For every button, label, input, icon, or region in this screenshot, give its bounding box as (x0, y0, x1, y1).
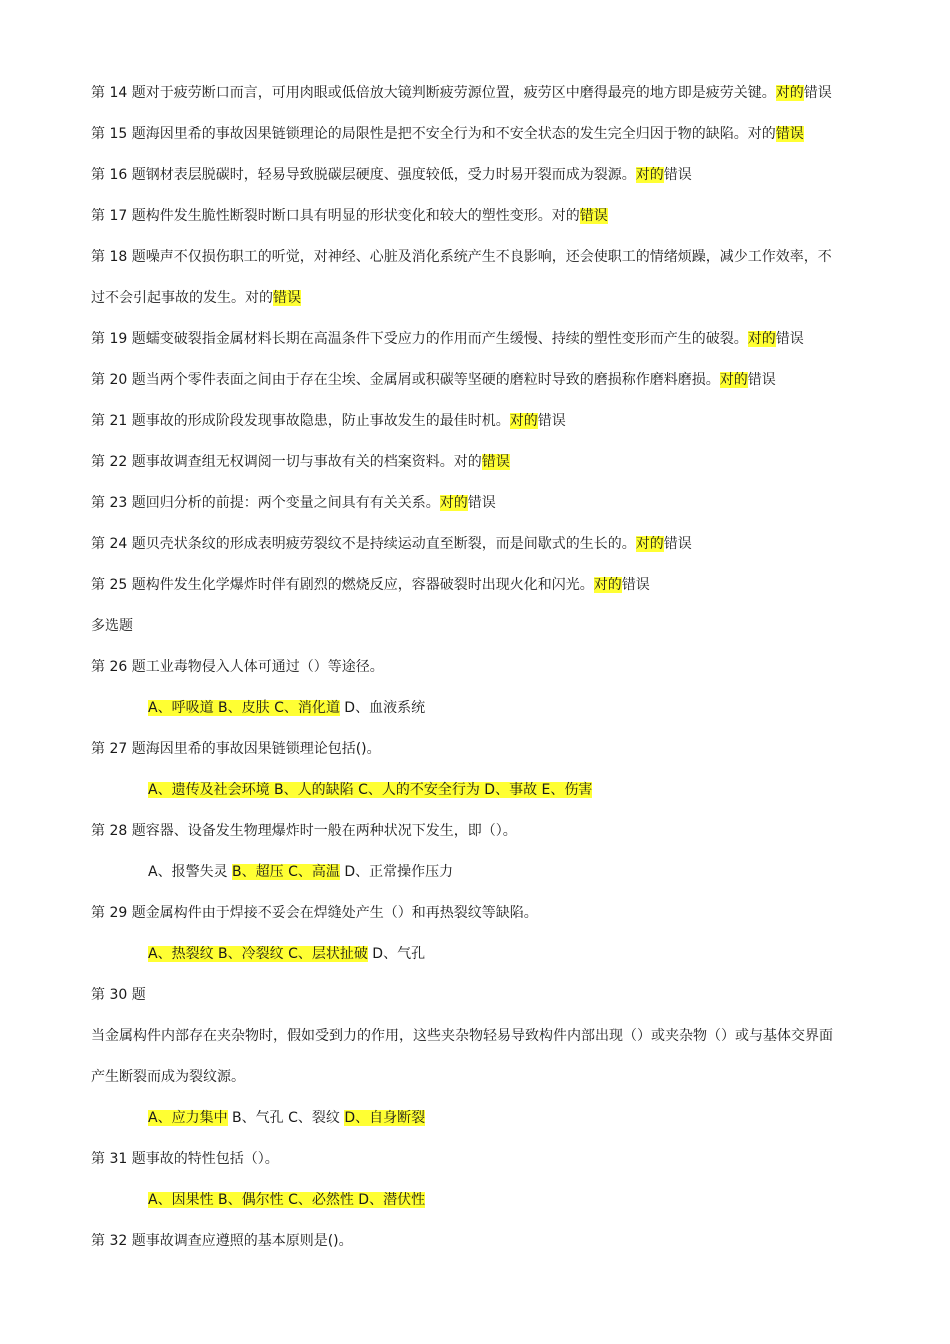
text-line: 第 28 题容器、设备发生物理爆炸时一般在两种状况下发生，即（）。 (91, 823, 517, 839)
question-line (91, 206, 860, 226)
answer-true-label: 对的 (775, 85, 804, 101)
text-line: 多选题 (91, 618, 133, 634)
text-line: 当金属构件内部存在夹杂物时，假如受到力的作用，这些夹杂物轻易导致构件内部出现（）或夹杂物（）或与基体交界面 (91, 1028, 833, 1044)
question-line (91, 370, 860, 390)
question-line (91, 165, 860, 185)
question-text: 第 22 题事故调查组无权调阅一切与事故有关的档案资料。 (91, 454, 454, 470)
question-text: 第 16 题钢材表层脱碳时，轻易导致脱碳层硬度、强度较低，受力时易开裂而成为裂源。 (91, 167, 636, 183)
answer-true-label: 对的 (719, 372, 748, 388)
question-text: 第 24 题贝壳状条纹的形成表明疲劳裂纹不是持续运动直至断裂，而是间歇式的生长的。 (91, 536, 636, 552)
selected-options: A、呼吸道 B、皮肤 C、消化道 (148, 700, 340, 716)
answer-false-label: 错误 (775, 126, 804, 142)
answer-true-label: 对的 (453, 454, 482, 470)
question-text: 第 17 题构件发生脆性断裂时断口具有明显的形状变化和较大的塑性变形。 (91, 208, 552, 224)
option-line (148, 780, 860, 800)
question-line (91, 329, 860, 349)
answer-false-label: 错误 (747, 372, 776, 388)
answer-false-label: 错误 (467, 495, 496, 511)
answer-false-label: 错误 (273, 290, 301, 306)
question-text: 过不会引起事故的发生。 (91, 290, 245, 306)
option-line (148, 698, 860, 718)
text-line: 第 18 题噪声不仅损伤职工的听觉，对神经、心脏及消化系统产生不良影响，还会使职工的情绪烦躁，减少工作效率，不 (91, 249, 832, 265)
answer-true-label: 对的 (551, 208, 580, 224)
answer-true-label: 对的 (245, 290, 273, 306)
text-line: 第 30 题 (91, 987, 146, 1003)
text-line: 第 32 题事故调查应遵照的基本原则是()。 (91, 1233, 353, 1249)
text-line: 第 29 题金属构件由于焊接不妥会在焊缝处产生（）和再热裂纹等缺陷。 (91, 905, 538, 921)
answer-true-label: 对的 (635, 536, 664, 552)
answer-true-label: 对的 (635, 167, 664, 183)
question-line (91, 288, 860, 308)
question-text: 第 25 题构件发生化学爆炸时伴有剧烈的燃烧反应，容器破裂时出现火化和闪光。 (91, 577, 594, 593)
option-line (148, 862, 860, 882)
question-line (91, 534, 860, 554)
answer-false-label: 错误 (579, 208, 608, 224)
option-line (148, 1190, 860, 1210)
answer-false-label: 错误 (481, 454, 510, 470)
selected-options: A、应力集中 (148, 1110, 228, 1126)
answer-false-label: 错误 (663, 536, 692, 552)
answer-false-label: 错误 (621, 577, 650, 593)
selected-options: A、遗传及社会环境 B、人的缺陷 C、人的不安全行为 D、事故 E、伤害 (148, 782, 593, 798)
question-text: 第 20 题当两个零件表面之间由于存在尘埃、金属屑或积碳等坚硬的磨粒时导致的磨损称作磨料磨损。 (91, 372, 720, 388)
option-line (148, 1108, 860, 1128)
text-line: 第 27 题海因里希的事故因果链锁理论包括()。 (91, 741, 381, 757)
text-line: 第 31 题事故的特性包括（）。 (91, 1151, 279, 1167)
question-line (91, 493, 860, 513)
question-line (91, 83, 860, 103)
unselected-options: A、报警失灵 (148, 864, 233, 880)
question-text: 第 15 题海因里希的事故因果链锁理论的局限性是把不安全行为和不安全状态的发生完全归因于物的缺陷。 (91, 126, 748, 142)
selected-options: A、因果性 B、偶尔性 C、必然性 D、潜伏性 (148, 1192, 426, 1208)
unselected-options: D、正常操作压力 (339, 864, 454, 880)
answer-false-label: 错误 (775, 331, 804, 347)
answer-false-label: 错误 (537, 413, 566, 429)
question-line (91, 124, 860, 144)
option-line (148, 944, 860, 964)
text-line: 产生断裂而成为裂纹源。 (91, 1069, 245, 1085)
question-line (91, 411, 860, 431)
selected-options: B、超压 C、高温 (232, 864, 340, 880)
text-line: 第 26 题工业毒物侵入人体可通过（）等途径。 (91, 659, 384, 675)
question-line (91, 452, 860, 472)
answer-false-label: 错误 (663, 167, 692, 183)
selected-options: D、自身断裂 (344, 1110, 426, 1126)
question-text: 第 21 题事故的形成阶段发现事故隐患，防止事故发生的最佳时机。 (91, 413, 510, 429)
answer-true-label: 对的 (509, 413, 538, 429)
question-text: 第 19 题蠕变破裂指金属材料长期在高温条件下受应力的作用而产生缓慢、持续的塑性变形而产生的破裂。 (91, 331, 748, 347)
question-text: 第 23 题回归分析的前提：两个变量之间具有有关关系。 (91, 495, 440, 511)
unselected-options: D、血液系统 (339, 700, 426, 716)
answer-true-label: 对的 (593, 577, 622, 593)
unselected-options: D、气孔 (367, 946, 426, 962)
selected-options: A、热裂纹 B、冷裂纹 C、层状扯破 (148, 946, 368, 962)
answer-false-label: 错误 (803, 85, 832, 101)
unselected-options: B、气孔 C、裂纹 (227, 1110, 345, 1126)
question-text: 第 14 题对于疲劳断口而言，可用肉眼或低倍放大镜判断疲劳源位置，疲劳区中磨得最亮的地方即是疲劳关键。 (91, 85, 776, 101)
question-line (91, 575, 860, 595)
answer-true-label: 对的 (747, 126, 776, 142)
answer-true-label: 对的 (439, 495, 468, 511)
answer-true-label: 对的 (747, 331, 776, 347)
